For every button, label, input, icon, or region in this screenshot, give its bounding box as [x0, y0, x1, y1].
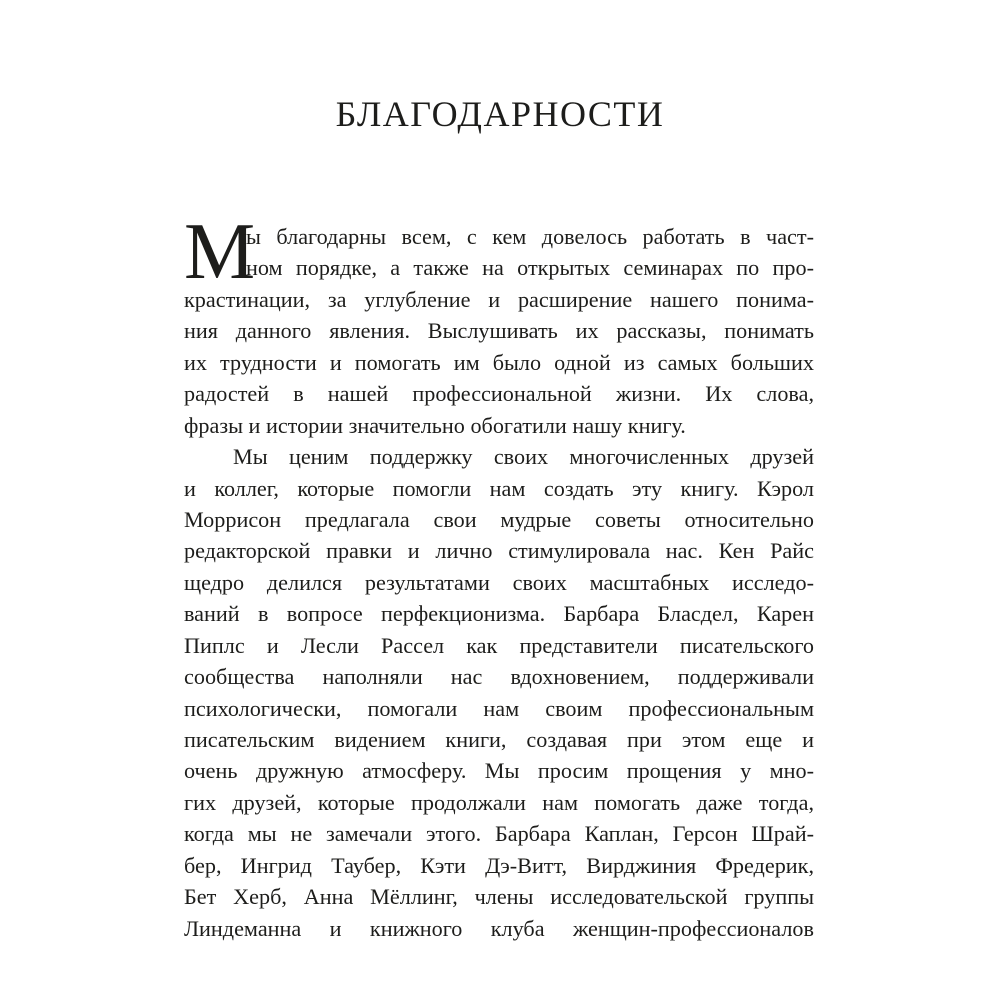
text-line: когда мы не замечали этого. Барбара Каплан, Герсон Шрай-	[184, 821, 814, 847]
text-line: редакторской правки и лично стимулировала нас. Кен Райс	[184, 538, 814, 564]
body-text	[184, 221, 814, 944]
text-line: крастинации, за углубление и расширение нашего понима-	[184, 286, 814, 312]
text-line: бер, Ингрид Таубер, Кэти Дэ-Витт, Вирджиния Фредерик,	[184, 852, 814, 878]
text-line: очень дружную атмосферу. Мы просим прощения у мно-	[184, 758, 814, 784]
text-line: радостей в нашей профессиональной жизни. Их слова,	[184, 381, 814, 407]
text-line: Моррисон предлагала свои мудрые советы относительно	[184, 506, 814, 532]
text-line: ваний в вопросе перфекционизма. Барбара Бласдел, Карен	[184, 601, 814, 627]
text-line: ы благодарны всем, с кем довелось работать в част-	[246, 224, 814, 249]
text-line: психологически, помогали нам своим профессиональным	[184, 695, 814, 721]
text-line: гих друзей, которые продолжали нам помогать даже тогда,	[184, 789, 814, 815]
text-line: ния данного явления. Выслушивать их рассказы, понимать	[184, 318, 814, 344]
text-line: Мы ценим поддержку своих многочисленных друзей	[233, 444, 814, 470]
text-line: Линдеманна и книжного клуба женщин-профессионалов	[184, 915, 814, 941]
text-line: Пиплс и Лесли Рассел как представители писательского	[184, 632, 814, 658]
text-line: ном порядке, а также на открытых семинарах по про-	[246, 255, 814, 281]
chapter-title: БЛАГОДАРНОСТИ	[335, 94, 665, 134]
drop-cap: М	[184, 208, 256, 296]
text-line: сообщества наполняли нас вдохновением, поддерживали	[184, 664, 814, 690]
text-line: Бет Херб, Анна Мёллинг, члены исследовательской группы	[184, 884, 814, 910]
text-line: писательским видением книги, создавая при этом еще и	[184, 727, 814, 752]
text-line: фразы и истории значительно обогатили нашу книгу.	[184, 412, 686, 438]
text-line: их трудности и помогать им было одной из самых больших	[184, 349, 814, 375]
text-line: и коллег, которые помогли нам создать эту книгу. Кэрол	[184, 475, 814, 501]
text-line: щедро делился результатами своих масштабных исследо-	[184, 569, 814, 595]
